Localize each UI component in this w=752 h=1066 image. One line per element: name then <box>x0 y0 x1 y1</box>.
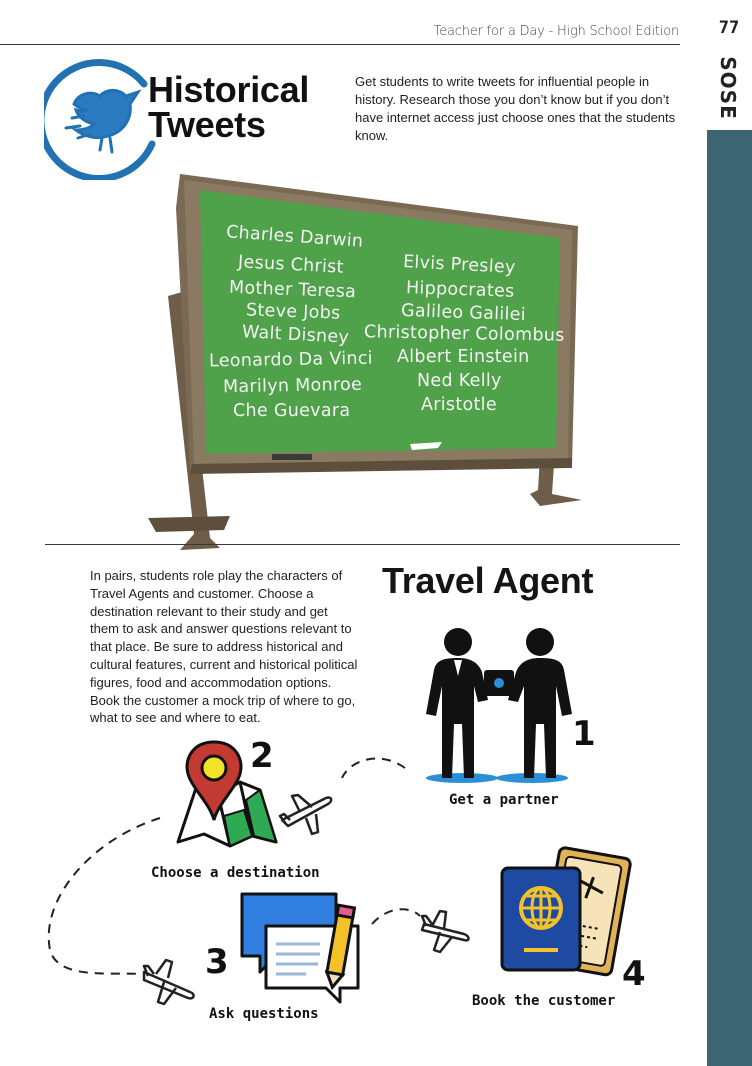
step-caption: Get a partner <box>449 792 559 808</box>
airplane-icon <box>418 910 474 956</box>
section-sidebar <box>707 130 752 1066</box>
title-line-2: Tweets <box>148 104 266 145</box>
historical-tweets-description: Get students to write tweets for influential people in history. Research those you don’t know but if you don’t have internet access just choose ones that the students know. <box>355 74 676 143</box>
board-name: Jesus Christ <box>237 252 345 278</box>
board-name: Galileo Galilei <box>400 300 527 326</box>
board-name: Mother Teresa <box>228 277 357 303</box>
airplane-icon <box>278 790 334 836</box>
board-name: Walt Disney <box>241 322 350 348</box>
board-name: Marilyn Monroe <box>222 374 363 398</box>
chat-bubbles-icon <box>236 888 366 1004</box>
passport-ticket-icon <box>498 846 632 980</box>
title-line-1: Historical <box>148 69 310 110</box>
board-name: Christopher Colombus <box>363 322 565 346</box>
step-number: 1 <box>572 714 596 754</box>
board-name: Hippocrates <box>405 278 515 302</box>
step-number: 3 <box>205 942 229 982</box>
section-tab <box>700 58 752 118</box>
section-label: SOSE <box>716 56 740 120</box>
board-name: Ned Kelly <box>417 371 502 391</box>
travel-agent-title: Travel Agent <box>382 560 594 601</box>
twitter-bird-logo-icon <box>44 56 164 180</box>
page-number: 77 <box>718 18 740 38</box>
board-name: Charles Darwin <box>225 222 364 252</box>
travel-agent-description: In pairs, students role play the characters of Travel Agents and customer. Choose a destination relevant to their study and get them to ask and answer questions relevant to that place. Be sure to address historical and cultural features, current and historical political figures, food and accommodation options. Book the customer a mock trip of where to go, what to see and where to eat. <box>90 568 358 726</box>
board-name: Leonardo Da Vinci <box>208 348 374 372</box>
running-header-title: Teacher for a Day - High School Edition <box>433 24 679 39</box>
board-name: Albert Einstein <box>397 347 530 367</box>
step-caption: Choose a destination <box>151 865 320 881</box>
step-number: 4 <box>622 954 646 994</box>
board-name: Elvis Presley <box>402 252 517 278</box>
historical-tweets-title <box>148 69 310 145</box>
airplane-icon <box>140 958 198 1006</box>
step-number: 2 <box>250 736 274 776</box>
handshake-people-icon <box>412 620 582 788</box>
step-caption: Ask questions <box>209 1006 319 1022</box>
step-caption: Book the customer <box>472 993 616 1009</box>
section-divider <box>45 544 680 545</box>
board-name: Steve Jobs <box>245 300 341 324</box>
header-divider <box>0 44 680 45</box>
board-name: Aristotle <box>421 395 497 415</box>
board-name: Che Guevara <box>233 401 351 421</box>
